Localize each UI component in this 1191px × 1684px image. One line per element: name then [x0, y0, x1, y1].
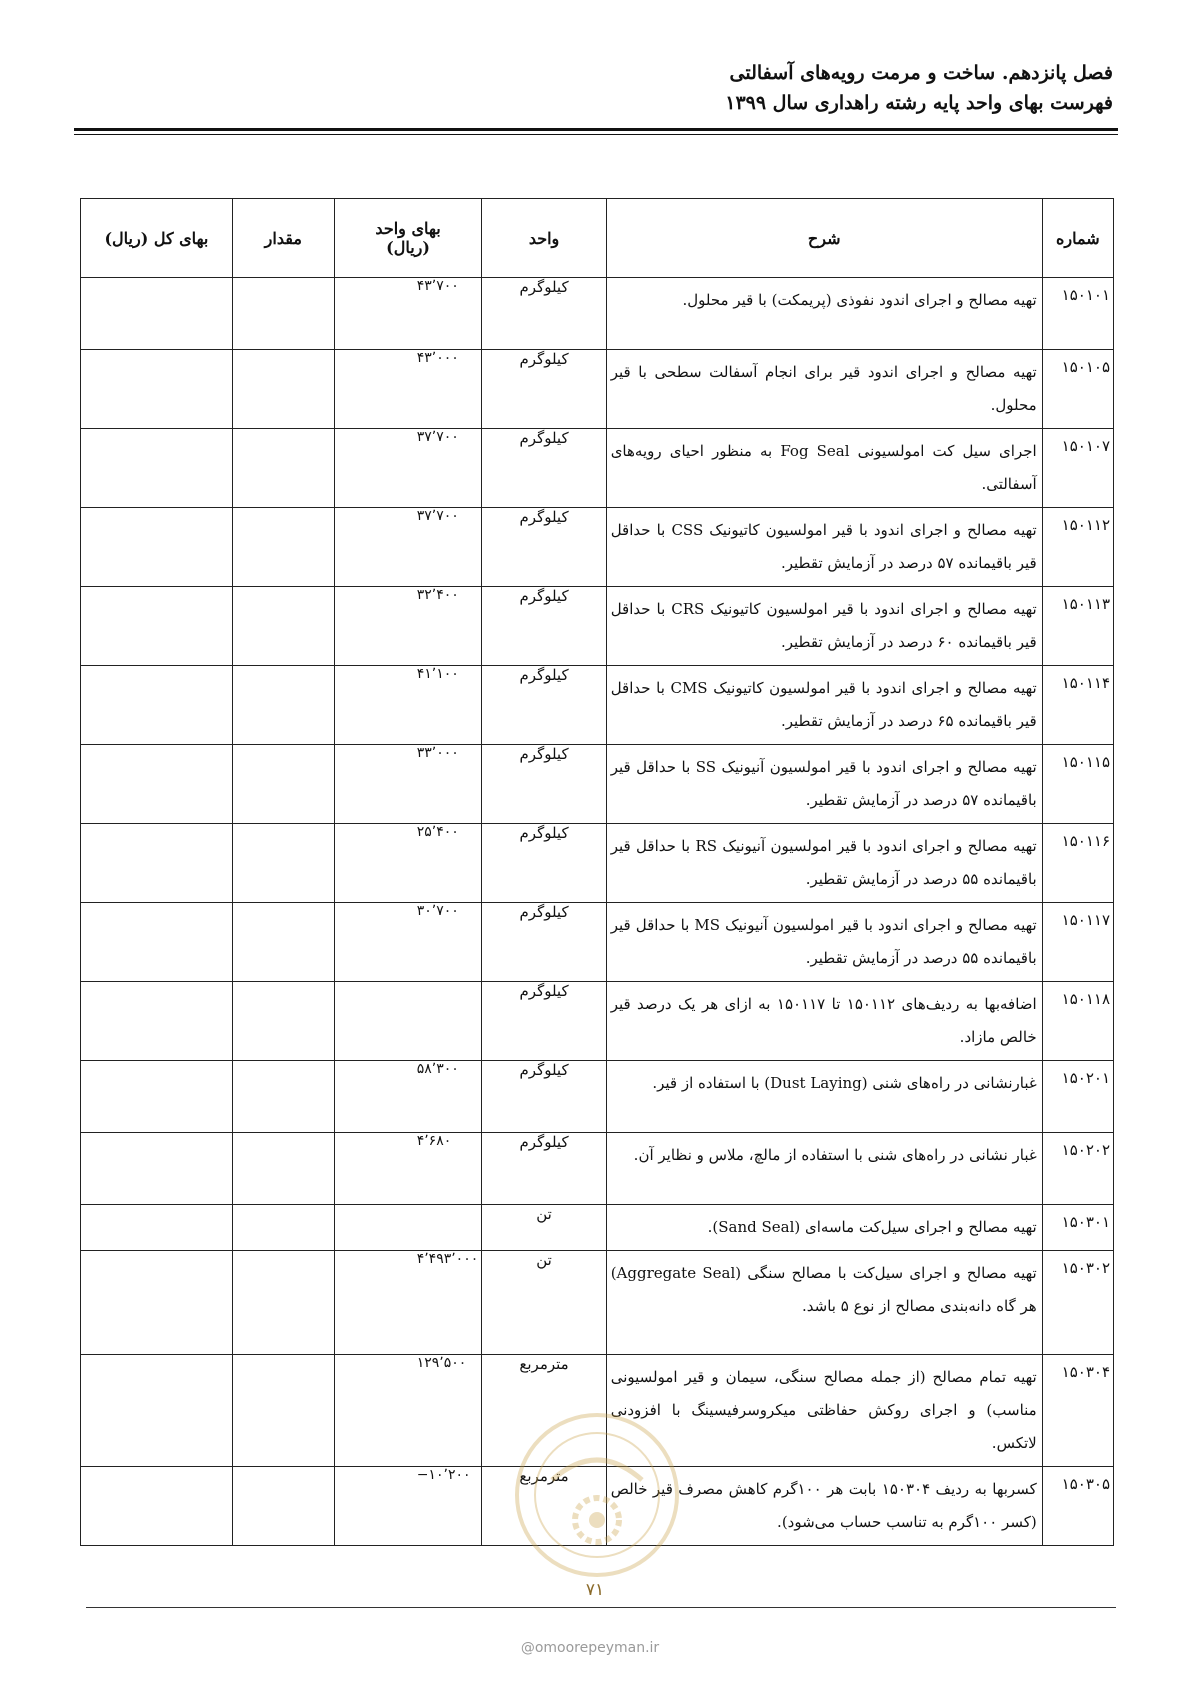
item-description: تهیه مصالح و اجرای اندود قیر برای انجام آسفالت سطحی با قیر محلول. — [606, 350, 1042, 429]
price-table — [80, 198, 1114, 1546]
item-unit-price: ۳۳٬۰۰۰ — [334, 745, 482, 824]
page-number: ۷۱ — [585, 1580, 605, 1600]
item-quantity — [232, 982, 334, 1061]
header-unit-price — [334, 199, 482, 278]
item-total-price — [81, 1355, 233, 1467]
footer-rule — [86, 1607, 1116, 1608]
header-rule-thick — [74, 128, 1118, 131]
table-row — [81, 666, 1114, 745]
item-code: ۱۵۰۱۰۱ — [1042, 278, 1113, 350]
item-code: ۱۵۰۱۰۵ — [1042, 350, 1113, 429]
table-row — [81, 278, 1114, 350]
item-unit: کیلوگرم — [482, 350, 606, 429]
item-code: ۱۵۰۳۰۵ — [1042, 1467, 1113, 1546]
item-unit: کیلوگرم — [482, 903, 606, 982]
item-description: تهیه مصالح و اجرای اندود با قیر امولسیون کاتیونیک CMS با حداقل قیر باقیمانده ۶۵ درصد در آزمایش تقطیر. — [606, 666, 1042, 745]
item-unit-price: ۱۲۹٬۵۰۰ — [334, 1355, 482, 1467]
table-row — [81, 1205, 1114, 1251]
price-list-title: فهرست بهای واحد پایه رشته راهداری سال ۱۳۹۹ — [725, 92, 1113, 114]
table-row — [81, 1251, 1114, 1355]
item-quantity — [232, 666, 334, 745]
item-description: اجرای سیل کت امولسیونی Fog Seal به منظور احیای رویه‌های آسفالتی. — [606, 429, 1042, 508]
item-quantity — [232, 278, 334, 350]
item-quantity — [232, 1355, 334, 1467]
item-code: ۱۵۰۳۰۴ — [1042, 1355, 1113, 1467]
item-total-price — [81, 1205, 233, 1251]
item-unit-price: ۴٬۶۸۰ — [334, 1133, 482, 1205]
header-unit-price-label: بهای واحد — [375, 219, 441, 238]
item-quantity — [232, 429, 334, 508]
item-total-price — [81, 745, 233, 824]
item-description: تهیه مصالح و اجرای اندود با قیر امولسیون آنیونیک SS با حداقل قیر باقیمانده ۵۷ درصد در آزمایش تقطیر. — [606, 745, 1042, 824]
item-total-price — [81, 666, 233, 745]
table-row — [81, 587, 1114, 666]
item-total-price — [81, 824, 233, 903]
item-unit: کیلوگرم — [482, 429, 606, 508]
item-total-price — [81, 1061, 233, 1133]
item-quantity — [232, 1133, 334, 1205]
item-quantity — [232, 824, 334, 903]
item-code: ۱۵۰۱۱۲ — [1042, 508, 1113, 587]
item-code: ۱۵۰۱۱۷ — [1042, 903, 1113, 982]
header-unit: واحد — [482, 199, 606, 278]
item-quantity — [232, 508, 334, 587]
item-unit: کیلوگرم — [482, 587, 606, 666]
item-total-price — [81, 1251, 233, 1355]
item-unit: تن — [482, 1251, 606, 1355]
page-header — [73, 58, 1113, 118]
header-code: شماره — [1042, 199, 1113, 278]
watermark-text: @omoorepeyman.ir — [520, 1640, 660, 1656]
item-quantity — [232, 1205, 334, 1251]
item-code: ۱۵۰۲۰۲ — [1042, 1133, 1113, 1205]
header-unit-price-currency: (ریال) — [386, 238, 430, 257]
item-unit-price: ۳۷٬۷۰۰ — [334, 508, 482, 587]
item-quantity — [232, 1251, 334, 1355]
item-unit: کیلوگرم — [482, 1133, 606, 1205]
item-unit-price: ۴۳٬۷۰۰ — [334, 278, 482, 350]
item-unit-price: ۳۷٬۷۰۰ — [334, 429, 482, 508]
item-unit: کیلوگرم — [482, 278, 606, 350]
item-code: ۱۵۰۱۱۵ — [1042, 745, 1113, 824]
item-unit-price: ۳۲٬۴۰۰ — [334, 587, 482, 666]
item-code: ۱۵۰۱۱۶ — [1042, 824, 1113, 903]
item-description: تهیه مصالح و اجرای اندود با قیر امولسیون آنیونیک MS با حداقل قیر باقیمانده ۵۵ درصد در آزمایش تقطیر. — [606, 903, 1042, 982]
item-description: تهیه مصالح و اجرای اندود با قیر امولسیون کاتیونیک CRS با حداقل قیر باقیمانده ۶۰ درصد در آزمایش تقطیر. — [606, 587, 1042, 666]
table-header-row — [81, 199, 1114, 278]
item-unit-price: ۳۰٬۷۰۰ — [334, 903, 482, 982]
item-unit: کیلوگرم — [482, 666, 606, 745]
item-unit-price: −۱۰٬۲۰۰ — [334, 1467, 482, 1546]
item-description: تهیه مصالح و اجرای اندود با قیر امولسیون آنیونیک RS با حداقل قیر باقیمانده ۵۵ درصد در آزمایش تقطیر. — [606, 824, 1042, 903]
item-total-price — [81, 587, 233, 666]
item-unit-price: ۲۵٬۴۰۰ — [334, 824, 482, 903]
chapter-title: فصل پانزدهم. ساخت و مرمت رویه‌های آسفالتی — [729, 62, 1113, 84]
item-quantity — [232, 745, 334, 824]
item-unit-price: ۴٬۴۹۳٬۰۰۰ — [334, 1251, 482, 1355]
item-total-price — [81, 903, 233, 982]
table-row — [81, 429, 1114, 508]
item-code: ۱۵۰۲۰۱ — [1042, 1061, 1113, 1133]
item-code: ۱۵۰۳۰۲ — [1042, 1251, 1113, 1355]
item-code: ۱۵۰۱۰۷ — [1042, 429, 1113, 508]
header-quantity: مقدار — [232, 199, 334, 278]
table-row — [81, 824, 1114, 903]
item-description: اضافه‌بها به ردیف‌های ۱۵۰۱۱۲ تا ۱۵۰۱۱۷ به ازای هر یک درصد قیر خالص مازاد. — [606, 982, 1042, 1061]
item-code: ۱۵۰۱۱۳ — [1042, 587, 1113, 666]
item-description: تهیه تمام مصالح (از جمله مصالح سنگی، سیمان و قیر امولسیونی مناسب) و اجرای روکش حفاظتی میکروسرفیسینگ با افزودنی لاتکس. — [606, 1355, 1042, 1467]
item-unit-price: ۵۸٬۳۰۰ — [334, 1061, 482, 1133]
header-rule-thin — [74, 134, 1118, 135]
item-total-price — [81, 429, 233, 508]
item-description: کسربها به ردیف ۱۵۰۳۰۴ بابت هر ۱۰۰گرم کاهش مصرف قیر خالص (کسر ۱۰۰گرم به تناسب حساب می‌شود). — [606, 1467, 1042, 1546]
item-total-price — [81, 350, 233, 429]
item-unit: تن — [482, 1205, 606, 1251]
item-unit: مترمربع — [482, 1467, 606, 1546]
table-row — [81, 508, 1114, 587]
item-total-price — [81, 278, 233, 350]
item-total-price — [81, 1133, 233, 1205]
item-description: تهیه مصالح و اجرای اندود با قیر امولسیون کاتیونیک CSS با حداقل قیر باقیمانده ۵۷ درصد در آزمایش تقطیر. — [606, 508, 1042, 587]
publisher-seal-watermark — [512, 1410, 682, 1580]
table-row — [81, 1061, 1114, 1133]
table-row — [81, 350, 1114, 429]
table-row — [81, 1133, 1114, 1205]
item-total-price — [81, 508, 233, 587]
item-code: ۱۵۰۱۱۴ — [1042, 666, 1113, 745]
item-unit: کیلوگرم — [482, 824, 606, 903]
item-description: تهیه مصالح و اجرای سیل‌کت ماسه‌ای (Sand Seal). — [606, 1205, 1042, 1251]
item-description: غبار نشانی در راه‌های شنی با استفاده از مالچ، ملاس و نظایر آن. — [606, 1133, 1042, 1205]
table-row — [81, 903, 1114, 982]
item-unit: کیلوگرم — [482, 1061, 606, 1133]
item-unit: کیلوگرم — [482, 508, 606, 587]
item-unit: کیلوگرم — [482, 745, 606, 824]
item-code: ۱۵۰۳۰۱ — [1042, 1205, 1113, 1251]
item-unit-price — [334, 982, 482, 1061]
item-total-price — [81, 982, 233, 1061]
item-quantity — [232, 1467, 334, 1546]
header-description: شرح — [606, 199, 1042, 278]
item-unit-price: ۴۳٬۰۰۰ — [334, 350, 482, 429]
item-unit-price: ۴۱٬۱۰۰ — [334, 666, 482, 745]
item-quantity — [232, 903, 334, 982]
item-description: تهیه مصالح و اجرای سیل‌کت با مصالح سنگی (Aggregate Seal) هر گاه دانه‌بندی مصالح از نوع ۵ باشد. — [606, 1251, 1042, 1355]
item-unit: مترمربع — [482, 1355, 606, 1467]
item-description: غبارنشانی در راه‌های شنی (Dust Laying) با استفاده از قیر. — [606, 1061, 1042, 1133]
item-total-price — [81, 1467, 233, 1546]
item-description: تهیه مصالح و اجرای اندود نفوذی (پریمکت) با قیر محلول. — [606, 278, 1042, 350]
table-row — [81, 982, 1114, 1061]
item-unit-price — [334, 1205, 482, 1251]
item-code: ۱۵۰۱۱۸ — [1042, 982, 1113, 1061]
item-quantity — [232, 350, 334, 429]
header-total-price: بهای کل (ریال) — [81, 199, 233, 278]
item-quantity — [232, 1061, 334, 1133]
table-row — [81, 745, 1114, 824]
item-quantity — [232, 587, 334, 666]
item-unit: کیلوگرم — [482, 982, 606, 1061]
